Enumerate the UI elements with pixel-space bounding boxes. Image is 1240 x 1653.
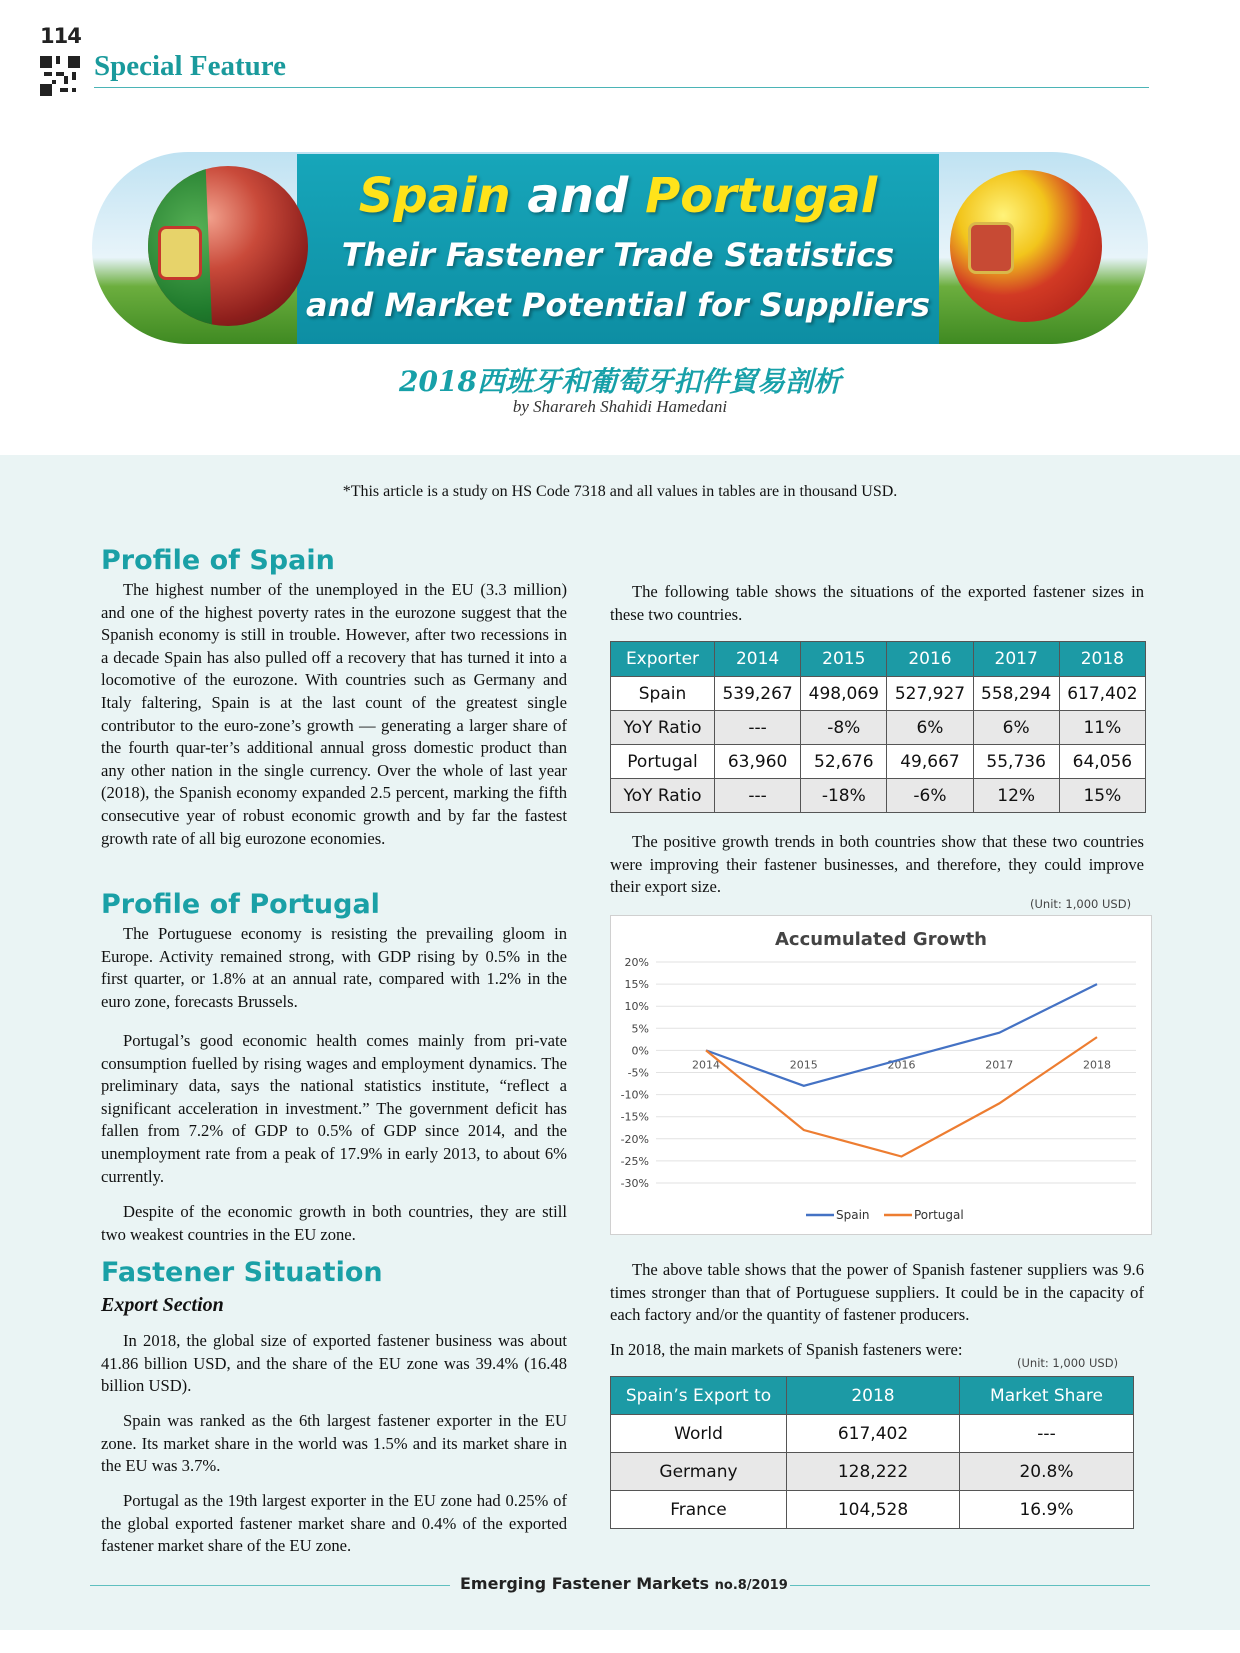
portugal-profile-paragraph-1: The Portuguese economy is resisting the prevailing gloom in Europe. Activity remained strong, with GDP rising by 0.5% in the first quarter, or 1.8% at an annual rate, compared with 1.2% in the euro zone, forecasts Brussels. xyxy=(101,924,567,1011)
heading-fastener-situation: Fastener Situation xyxy=(101,1257,383,1288)
table-cell: 16.9% xyxy=(960,1491,1134,1529)
table-cell: 12% xyxy=(973,779,1059,813)
table-cell: Portugal xyxy=(611,745,715,779)
table-cell: 63,960 xyxy=(715,745,801,779)
banner-subtitle-line1: Their Fastener Trade Statistics xyxy=(341,236,895,274)
y-tick-label: 0% xyxy=(631,1044,649,1058)
table-cell: 558,294 xyxy=(973,677,1059,711)
table-header-cell: 2015 xyxy=(801,642,887,677)
legend-label: Spain xyxy=(836,1208,870,1222)
banner-title: Spain and Portugal xyxy=(358,168,878,224)
header-divider xyxy=(94,87,1149,88)
chart-svg xyxy=(611,916,1151,1234)
table-cell: 6% xyxy=(887,711,973,745)
table-row xyxy=(611,677,1146,711)
table-cell: Spain xyxy=(611,677,715,711)
portugal-profile-paragraph-3: Despite of the economic growth in both countries, they are still two weakest countries in the EU zone. xyxy=(101,1202,567,1244)
subheading-export-section: Export Section xyxy=(101,1294,224,1316)
table-cell: -8% xyxy=(801,711,887,745)
markets-intro: In 2018, the main markets of Spanish fasteners were: xyxy=(610,1340,963,1359)
unit-label: (Unit: 1,000 USD) xyxy=(1017,1356,1119,1370)
table-cell: Germany xyxy=(611,1453,787,1491)
table-row xyxy=(611,711,1146,745)
chinese-title: 2018西班牙和葡萄牙扣件貿易剖析 xyxy=(399,365,841,398)
spain-profile-paragraph: The highest number of the unemployed in the EU (3.3 million) and one of the highest poverty rates in the eurozone suggest that the Spanish economy is still in trouble. However, after two recessions in a decade Spain has also pulled off a recovery that has turned it into a locomotive of the eurozone. With countries such as Germany and Italy faltering, Spain is at the last count of the greatest single contributor to the euro-zone’s growth — generating a larger share of the fourth quar-ter’s additional annual gross domestic product than any other nation in the single currency. Over the whole of last year (2018), the Spanish economy expanded 2.5 percent, marking the fifth consecutive year of robust economic growth and by far the fastest growth rate of all big eurozone economies. xyxy=(101,580,567,848)
y-tick-label: -5% xyxy=(627,1066,649,1080)
table-header-cell: Exporter xyxy=(611,642,715,677)
table-cell: 539,267 xyxy=(715,677,801,711)
table-cell: YoY Ratio xyxy=(611,779,715,813)
footer-magazine: Emerging Fastener Markets no.8/2019 xyxy=(460,1574,788,1593)
legend-label: Portugal xyxy=(914,1208,964,1222)
section-label: Special Feature xyxy=(94,50,286,82)
banner-subtitle-line2: and Market Potential for Suppliers xyxy=(305,286,931,324)
table-cell: -6% xyxy=(887,779,973,813)
x-tick-label: 2016 xyxy=(887,1058,916,1072)
y-tick-label: -10% xyxy=(620,1088,649,1102)
unit-label: (Unit: 1,000 USD) xyxy=(1030,897,1132,911)
table-header-cell: Spain’s Export to xyxy=(611,1377,787,1415)
heading-profile-portugal: Profile of Portugal xyxy=(101,889,380,920)
table-cell: 128,222 xyxy=(787,1453,960,1491)
table-cell: 11% xyxy=(1059,711,1145,745)
power-comparison-paragraph: The above table shows that the power of Spanish fastener suppliers was 9.6 times stronger than that of Portuguese suppliers. It could be in the capacity of each factory and/or the quantity of fastener producers. xyxy=(610,1260,1144,1325)
growth-paragraph: The positive growth trends in both countries show that these two countries were improving their fastener businesses, and therefore, they could improve their export size. xyxy=(610,832,1144,897)
footer-issue: no.8/2019 xyxy=(714,1578,788,1593)
y-tick-label: 15% xyxy=(624,978,649,992)
y-tick-label: 5% xyxy=(631,1022,649,1036)
footer-divider-left xyxy=(90,1585,450,1586)
portugal-crest-icon xyxy=(158,226,202,280)
table-cell: 617,402 xyxy=(1059,677,1145,711)
table-cell: 49,667 xyxy=(887,745,973,779)
table-header-cell: 2014 xyxy=(715,642,801,677)
table-cell: 55,736 xyxy=(973,745,1059,779)
chart-title: Accumulated Growth xyxy=(774,929,988,950)
x-tick-label: 2017 xyxy=(985,1058,1014,1072)
table-cell: -18% xyxy=(801,779,887,813)
y-tick-label: 20% xyxy=(624,956,649,969)
table-cell: 52,676 xyxy=(801,745,887,779)
table-header-cell: 2018 xyxy=(787,1377,960,1415)
x-tick-label: 2015 xyxy=(789,1058,818,1072)
footer-divider-right xyxy=(790,1585,1150,1586)
qr-code-icon xyxy=(40,56,80,96)
spain-markets-table xyxy=(610,1376,1134,1529)
table-cell: 527,927 xyxy=(887,677,973,711)
table-cell: 20.8% xyxy=(960,1453,1134,1491)
table-cell: YoY Ratio xyxy=(611,711,715,745)
study-note: *This article is a study on HS Code 7318 and all values in tables are in thousand USD. xyxy=(342,483,898,500)
heading-profile-spain: Profile of Spain xyxy=(101,545,335,576)
table-row xyxy=(611,1415,1134,1453)
table-intro-paragraph: The following table shows the situations of the exported fastener sizes in these two countries. xyxy=(610,582,1144,624)
table-cell: France xyxy=(611,1491,787,1529)
export-size-table xyxy=(610,641,1146,813)
table-row xyxy=(611,779,1146,813)
table-cell: 104,528 xyxy=(787,1491,960,1529)
table-cell: --- xyxy=(715,711,801,745)
table-header-cell: 2017 xyxy=(973,642,1059,677)
table-cell: 617,402 xyxy=(787,1415,960,1453)
table-row xyxy=(611,745,1146,779)
table-header-cell: 2016 xyxy=(887,642,973,677)
page-number: 114 xyxy=(40,24,81,48)
table-row xyxy=(611,1453,1134,1491)
portugal-profile-paragraph-2: Portugal’s good economic health comes mainly from pri-vate consumption fuelled by rising wages and employment dynamics. The preliminary data, says the national statistics institute, “reflect a significant acceleration in investment.” The government deficit has fallen from 7.2% of GDP to 0.5% of GDP since 2014, and the unemployment rate from a peak of 17.9% in early 2013, to about 6% currently. xyxy=(101,1031,567,1186)
y-tick-label: -30% xyxy=(620,1177,649,1190)
table-cell: 15% xyxy=(1059,779,1145,813)
accumulated-growth-chart xyxy=(610,915,1152,1235)
y-tick-label: -20% xyxy=(620,1132,649,1146)
byline: by Sharareh Shahidi Hamedani xyxy=(512,397,728,416)
table-cell: 6% xyxy=(973,711,1059,745)
fastener-paragraph-3: Portugal as the 19th largest exporter in the EU zone had 0.25% of the global exported fastener market share and 0.4% of the exported fastener market share of the EU zone. xyxy=(101,1491,567,1556)
table-header-cell: 2018 xyxy=(1059,642,1145,677)
x-tick-label: 2018 xyxy=(1083,1058,1111,1072)
table-row xyxy=(611,1491,1134,1529)
table-cell: --- xyxy=(715,779,801,813)
spain-crest-icon xyxy=(968,222,1014,274)
x-tick-label: 2014 xyxy=(692,1058,720,1072)
y-tick-label: -25% xyxy=(620,1154,649,1168)
table-cell: --- xyxy=(960,1415,1134,1453)
y-tick-label: -15% xyxy=(620,1110,649,1124)
table-cell: 64,056 xyxy=(1059,745,1145,779)
table-header-cell: Market Share xyxy=(960,1377,1134,1415)
fastener-paragraph-1: In 2018, the global size of exported fastener business was about 41.86 billion USD, and the share of the EU zone was 39.4% (16.48 billion USD). xyxy=(101,1331,567,1396)
y-tick-label: 10% xyxy=(624,1000,649,1014)
table-cell: 498,069 xyxy=(801,677,887,711)
fastener-paragraph-2: Spain was ranked as the 6th largest fastener exporter in the EU zone. Its market share in the world was 1.5% and its market share in the EU was 3.7%. xyxy=(101,1411,567,1476)
table-cell: World xyxy=(611,1415,787,1453)
